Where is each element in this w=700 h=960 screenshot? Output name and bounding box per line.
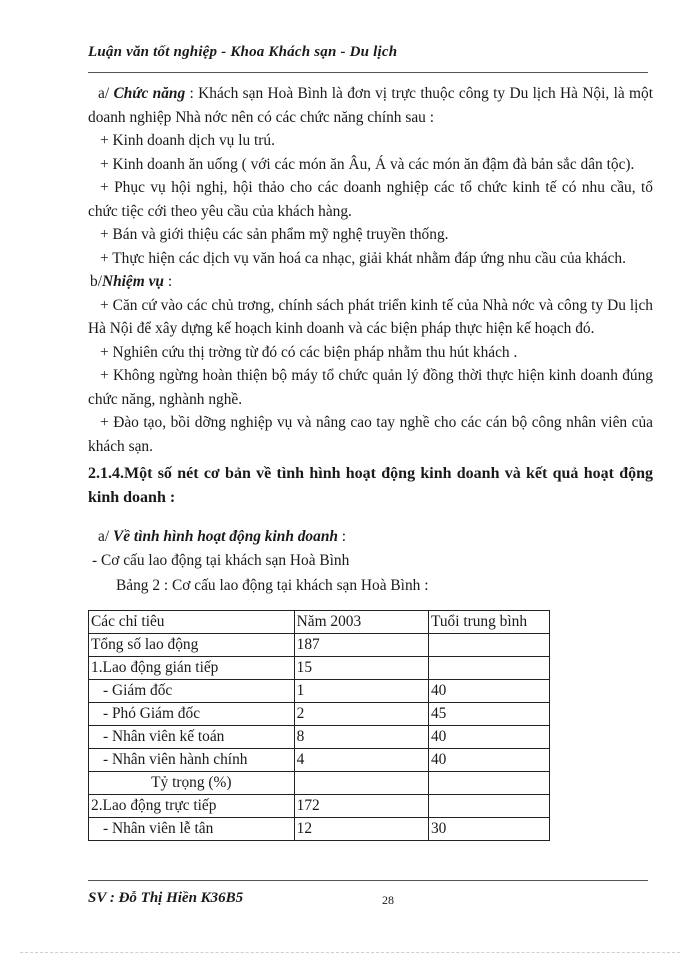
table-row <box>89 817 550 840</box>
list-item: + Kinh doanh ăn uống ( với các món ăn Âu, Á và các món ăn đậm đà bản sắc dân tộc). <box>100 155 635 173</box>
running-header: Luận văn tốt nghiệp - Khoa Khách sạn - Du lịch <box>88 44 398 60</box>
subsection-label: a/ <box>98 528 113 545</box>
list-item: + Nghiên cứu thị trờng từ đó có các biện pháp nhằm thu hút khách . <box>100 343 518 361</box>
table-cell <box>428 633 549 656</box>
table-row <box>89 725 550 748</box>
subsection-title <box>88 525 653 549</box>
table-cell: 8 <box>294 725 428 748</box>
table-cell: 187 <box>294 633 428 656</box>
table-cell <box>428 656 549 679</box>
section-a-label: a/ <box>98 85 114 102</box>
table-cell: - Phó Giám đốc <box>89 702 295 725</box>
labor-table <box>88 610 550 841</box>
subsection-suffix: : <box>337 528 347 545</box>
table-cell: 40 <box>428 679 549 702</box>
table-row <box>89 748 550 771</box>
page-body <box>88 82 653 841</box>
page-number: 28 <box>382 893 394 907</box>
table-header-cell: Các chỉ tiêu <box>89 610 295 633</box>
table-cell <box>428 794 549 817</box>
table-cell <box>294 771 428 794</box>
table-header-cell: Năm 2003 <box>294 610 428 633</box>
table-row <box>89 679 550 702</box>
table-caption: Bảng 2 : Cơ cấu lao động tại khách sạn Hoà Bình : <box>116 577 429 594</box>
list-item: + Thực hiện các dịch vụ văn hoá ca nhạc, giải khát nhằm đáp ứng nhu cầu của khách. <box>100 249 626 267</box>
table-cell: 2.Lao động trực tiếp <box>89 794 295 817</box>
table-cell: 15 <box>294 656 428 679</box>
table-cell: 1 <box>294 679 428 702</box>
table-cell: - Giám đốc <box>89 679 295 702</box>
list-item: + Kinh doanh dịch vụ lu trú. <box>100 132 275 149</box>
list-item: + Phục vụ hội nghị, hội thảo cho các doanh nghiệp các tổ chức kinh tế có nhu cầu, tổ chức tiệc cới theo yêu cầu của khách hàng. <box>88 179 653 220</box>
table-header-row <box>89 610 550 633</box>
header-divider <box>88 72 648 73</box>
section-heading: 2.1.4.Một số nét cơ bản về tình hình hoạt động kinh doanh và kết quả hoạt động kinh doanh : <box>88 465 653 506</box>
table-cell: 172 <box>294 794 428 817</box>
table-row <box>89 794 550 817</box>
section-a-intro: : Khách sạn Hoà Bình là đơn vị trực thuộc công ty Du lịch Hà Nội, là một doanh nghiệp Nhà nớc nên có các chức năng chính sau : <box>88 85 653 126</box>
table-row <box>89 656 550 679</box>
table-cell <box>428 771 549 794</box>
table-cell: 30 <box>428 817 549 840</box>
table-cell: 40 <box>428 748 549 771</box>
table-cell: 45 <box>428 702 549 725</box>
table-row <box>89 771 550 794</box>
table-cell: - Nhân viên hành chính <box>89 748 295 771</box>
section-b-label: b/ <box>90 273 102 290</box>
page-break-line <box>20 952 680 953</box>
paragraph-function <box>88 82 653 129</box>
table-row <box>89 633 550 656</box>
table-cell: 2 <box>294 702 428 725</box>
paragraph-duties <box>88 270 653 294</box>
labor-structure-line: - Cơ cấu lao động tại khách sạn Hoà Bình <box>92 551 350 569</box>
table-header-cell: Tuổi trung bình <box>428 610 549 633</box>
footer-divider <box>88 880 648 881</box>
section-b-title: Nhiệm vụ <box>101 273 164 290</box>
table-cell: - Nhân viên lễ tân <box>89 817 295 840</box>
section-a-title: Chức năng <box>113 85 186 102</box>
table-cell: - Nhân viên kế toán <box>89 725 295 748</box>
subsection-title-text: Về tình hình hoạt động kinh doanh <box>112 528 338 545</box>
table-cell: 40 <box>428 725 549 748</box>
list-item: + Không ngừng hoàn thiện bộ máy tổ chức quản lý đồng thời thực hiện kinh doanh đúng chức năng, nghành nghề. <box>88 367 653 408</box>
table-cell: 1.Lao động gián tiếp <box>89 656 295 679</box>
table-row <box>89 702 550 725</box>
section-b-suffix: : <box>163 273 173 290</box>
table-cell: Tổng số lao động <box>89 633 295 656</box>
table-cell: 4 <box>294 748 428 771</box>
list-item: + Căn cứ vào các chủ trơng, chính sách phát triển kinh tế của Nhà nớc và công ty Du lịch Hà Nội để xây dựng kế hoạch kinh doanh và các biện pháp thực hiện kế hoạch đó. <box>88 296 653 337</box>
list-item: + Đào tạo, bồi dỡng nghiệp vụ và nâng cao tay nghề cho các cán bộ công nhân viên của khách sạn. <box>88 414 653 455</box>
footer-author: SV : Đỗ Thị Hiền K36B5 <box>88 890 244 906</box>
list-item: + Bán và giới thiệu các sản phẩm mỹ nghệ truyền thống. <box>100 226 449 243</box>
table-cell: 12 <box>294 817 428 840</box>
table-cell: Tỷ trọng (%) <box>89 771 295 794</box>
